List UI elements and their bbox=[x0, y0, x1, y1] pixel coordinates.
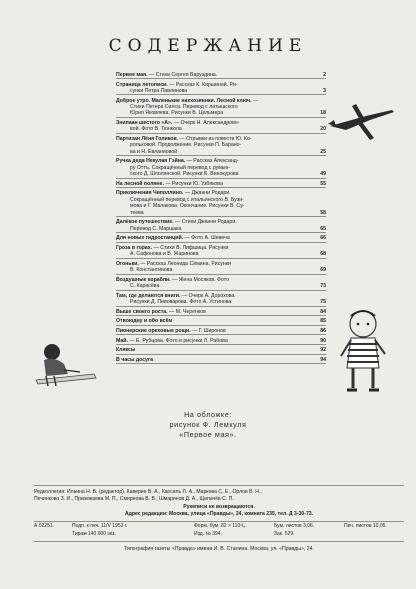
toc-entry-author: — bbox=[251, 97, 259, 104]
toc-entry-title: Отвоюдну и обо всём bbox=[116, 318, 173, 325]
toc-entry-title: Там, где делаются книги. bbox=[116, 292, 181, 299]
toc-entry-title: Первое мая. bbox=[116, 72, 148, 78]
toc-entry-title: Огоньки. bbox=[116, 260, 139, 267]
toc-entry-author: — Г. Широнов bbox=[190, 328, 226, 334]
toc-entry-continuation: С. Карасёва bbox=[130, 283, 160, 290]
toc-entry-title: Выше своего роста. bbox=[116, 308, 168, 315]
board-line-2: Печинкова З. И., Призежаева М. П., Смирнова В. В., Шмаринов Д. А., Щипачёв С. П. bbox=[34, 496, 234, 503]
toc-entry bbox=[116, 136, 326, 156]
toc-entry-title: Ручка деда Некулая Гэйна. bbox=[116, 158, 186, 165]
toc-entry bbox=[116, 357, 326, 364]
toc-entry-continuation: ва и Н. Евланиовой bbox=[130, 148, 178, 155]
toc-page-number: 58 bbox=[320, 209, 326, 216]
divider bbox=[34, 541, 404, 542]
manuscripts-note: Рукописи не возвращаются. bbox=[183, 503, 255, 510]
toc-entry bbox=[116, 261, 326, 275]
toc-entry-title: Доброе утро. Маленькие наххозяннки. Лесной ключ. bbox=[116, 97, 252, 104]
toc-page-number: 3 bbox=[323, 88, 326, 94]
toc-page-number: 94 bbox=[320, 356, 326, 363]
toc-entry-continuation: Юрия Яковлева. Рисунки В. Цельмера bbox=[130, 110, 224, 117]
toc-entry-continuation: сунки Петра Павлинова bbox=[130, 88, 188, 94]
toc-entry-continuation: ру Оттъ. Сокращённый перевод с румын- bbox=[130, 164, 231, 171]
toc-entry-author: — Стихи В. Лифшица. Рисунки bbox=[152, 244, 229, 251]
toc-entry bbox=[116, 277, 326, 291]
toc-entry-author: — Рассказ Леонида Сёмина. Рисунки bbox=[138, 260, 231, 267]
toc-page-number: 20 bbox=[320, 126, 326, 133]
toc-page-number: 69 bbox=[320, 267, 326, 274]
toc-entry bbox=[116, 245, 326, 259]
toc-entry-continuation: Перевод С. Маршака bbox=[130, 225, 182, 232]
toc-page-number: 25 bbox=[320, 148, 326, 155]
toc-entry-continuation: Сокращённый перевод с итальянского В. Бузи- bbox=[130, 196, 244, 203]
toc-entry bbox=[116, 82, 326, 96]
toc-page-number: 2 bbox=[323, 72, 326, 78]
toc-page-number: 90 bbox=[320, 337, 326, 344]
child-writing-illustration bbox=[34, 340, 100, 388]
toc-page-number: 86 bbox=[320, 328, 326, 334]
toc-entry-author: — Джанни Родари. bbox=[183, 190, 231, 197]
toc-page-number: 68 bbox=[320, 251, 326, 258]
toc-entry-author: — Фото А. Шевича bbox=[183, 235, 230, 242]
toc-entry-title: Кляксы bbox=[116, 347, 136, 354]
toc-entry-author: — Е. Рубцова. Фото и рисунки Л. Рабова bbox=[127, 337, 228, 344]
toc-page-number: 65 bbox=[320, 225, 326, 232]
toc-entry-continuation: теева bbox=[130, 209, 144, 216]
toc-entry-continuation: ского Д. Шполянской. Рисунки Б. Винокурова bbox=[130, 171, 239, 178]
toc-page-number: 92 bbox=[320, 347, 326, 354]
toc-entry-continuation: Стихи Петера Силса. Перевод с латышского bbox=[130, 104, 238, 110]
toc-entry bbox=[116, 158, 326, 178]
airplane-illustration bbox=[326, 100, 398, 144]
toc-entry bbox=[116, 98, 326, 118]
cover-note bbox=[0, 410, 416, 440]
toc-entry-author: — Рисунки Ю. Узбякова bbox=[163, 180, 223, 187]
toc-page-number: 75 bbox=[320, 299, 326, 306]
paper-format: Форм. бум. 82 × 110¹/₈. bbox=[194, 523, 247, 529]
toc-entry bbox=[116, 293, 326, 307]
cover-label: На обложке: bbox=[184, 410, 232, 419]
divider bbox=[34, 485, 404, 486]
toc-page-number: 49 bbox=[320, 171, 326, 178]
toc-entry bbox=[116, 235, 326, 242]
toc-entry-title: Май. bbox=[116, 337, 128, 344]
toc-entry bbox=[116, 338, 326, 345]
cover-artist: рисунок Ф. Лемкуля bbox=[169, 420, 247, 429]
toc-entry bbox=[116, 347, 326, 354]
toc-page-number: 84 bbox=[320, 308, 326, 315]
order-number: Зак. 529. bbox=[274, 531, 295, 537]
toc-entry-author: — Очерк Н. Александрово- bbox=[172, 120, 240, 126]
toc-entry bbox=[116, 328, 326, 335]
toc-entry-title: Воздушные корабли. bbox=[116, 276, 171, 283]
toc-entry-title: Гроза в горах. bbox=[116, 244, 153, 251]
toc-entry-author: — Стихи Сергея Варуздина. bbox=[147, 72, 218, 78]
edition-number: Изд. № 394. bbox=[194, 531, 222, 537]
print-sheets: Печ. листов 10,05. bbox=[344, 523, 387, 529]
board-line-1: Редколлегия: Ильина Н. В. (редактор), Каверин В. А., Кассиль Л. А., Маркова С. Е., Орлов В. Н., bbox=[34, 489, 262, 495]
toc-entry bbox=[116, 318, 326, 325]
toc-entry-continuation: А. Сафонова и В. Жаринова bbox=[130, 251, 199, 258]
toc-page-number: 18 bbox=[320, 110, 326, 117]
toc-entry bbox=[116, 309, 326, 316]
toc-entry-title: На лесной поляне. bbox=[116, 180, 164, 187]
toc-entry-continuation: мова и Г. Малакова. Окончание. Рисунки В. Су- bbox=[130, 203, 245, 210]
toc-entry-continuation: вой. Фото В. Тюнкола bbox=[130, 126, 182, 133]
toc-entry-author: — Жена Мосяков. Фото bbox=[170, 276, 229, 283]
toc-entry-title: В часы досуга bbox=[116, 356, 154, 363]
toc-entry-title: Знипаан шестого «А». bbox=[116, 120, 173, 126]
toc-page-number: 55 bbox=[320, 180, 326, 187]
order-code: А 02251. bbox=[34, 523, 55, 529]
toc-entry-continuation: В. Константинова bbox=[130, 267, 173, 274]
toc-entry-title: Пионерские ореховые рощи. bbox=[116, 328, 191, 334]
toc-page-number: 73 bbox=[320, 283, 326, 290]
toc-entry-continuation: Рисунки Д. Пивоварова. Фото А. Устинова bbox=[130, 299, 232, 306]
editorial-address: Адрес редакции: Москва, улица «Правды», 24, комната 235, тел. Д 3-30-73. bbox=[124, 511, 314, 518]
toc-entry bbox=[116, 181, 326, 188]
divider bbox=[34, 521, 404, 522]
toc-entry bbox=[116, 219, 326, 233]
toc-entry bbox=[116, 120, 326, 134]
toc-entry-title: Для новых гидростанций. bbox=[116, 235, 184, 242]
editorial-board bbox=[34, 489, 404, 519]
child-standing-illustration bbox=[337, 308, 389, 396]
toc-entry-author: — Стихи Джанни Родари. bbox=[173, 219, 237, 226]
toc-page-number: 66 bbox=[320, 235, 326, 242]
toc-entry bbox=[116, 72, 326, 79]
toc-entry-title: Партизан Лёня Голиков. bbox=[116, 136, 179, 142]
toc-entry-author: — Рассказ Александ- bbox=[185, 158, 239, 165]
cover-title: «Первое мая». bbox=[179, 430, 237, 439]
print-run: Тираж 140 000 экз. bbox=[72, 531, 116, 537]
toc-page-number: 85 bbox=[320, 318, 326, 325]
toc-entry bbox=[116, 190, 326, 217]
toc-entry-author: — Рассказ К. Киршиной. Ри- bbox=[167, 81, 238, 88]
page-title: СОДЕРЖАНИЕ bbox=[108, 36, 308, 56]
toc-entry-author: — Отрывки из повести Ю. Ко- bbox=[178, 136, 252, 142]
toc-entry-author: — Очерк А. Дорохова. bbox=[180, 292, 236, 299]
toc-entry-title: Страница летописи. bbox=[116, 81, 168, 88]
toc-entry-title: Приключения Чиполлино. bbox=[116, 190, 184, 197]
toc-entry-author: — М. Черенков bbox=[167, 308, 206, 315]
paper-sheets: Бум. листов 3,06. bbox=[274, 523, 315, 529]
signed-date: Подп. к печ. 11/V 1953 г. bbox=[72, 523, 128, 529]
printer-info: Типография газеты «Правда» имени И. В. Сталина. Москва, ул. «Правды», 24. bbox=[124, 546, 314, 552]
toc-entry-title: Далёкое путешествие. bbox=[116, 219, 174, 226]
toc-entry-continuation: рольковой. Продолжение. Рисунки П. Барано- bbox=[130, 142, 242, 149]
